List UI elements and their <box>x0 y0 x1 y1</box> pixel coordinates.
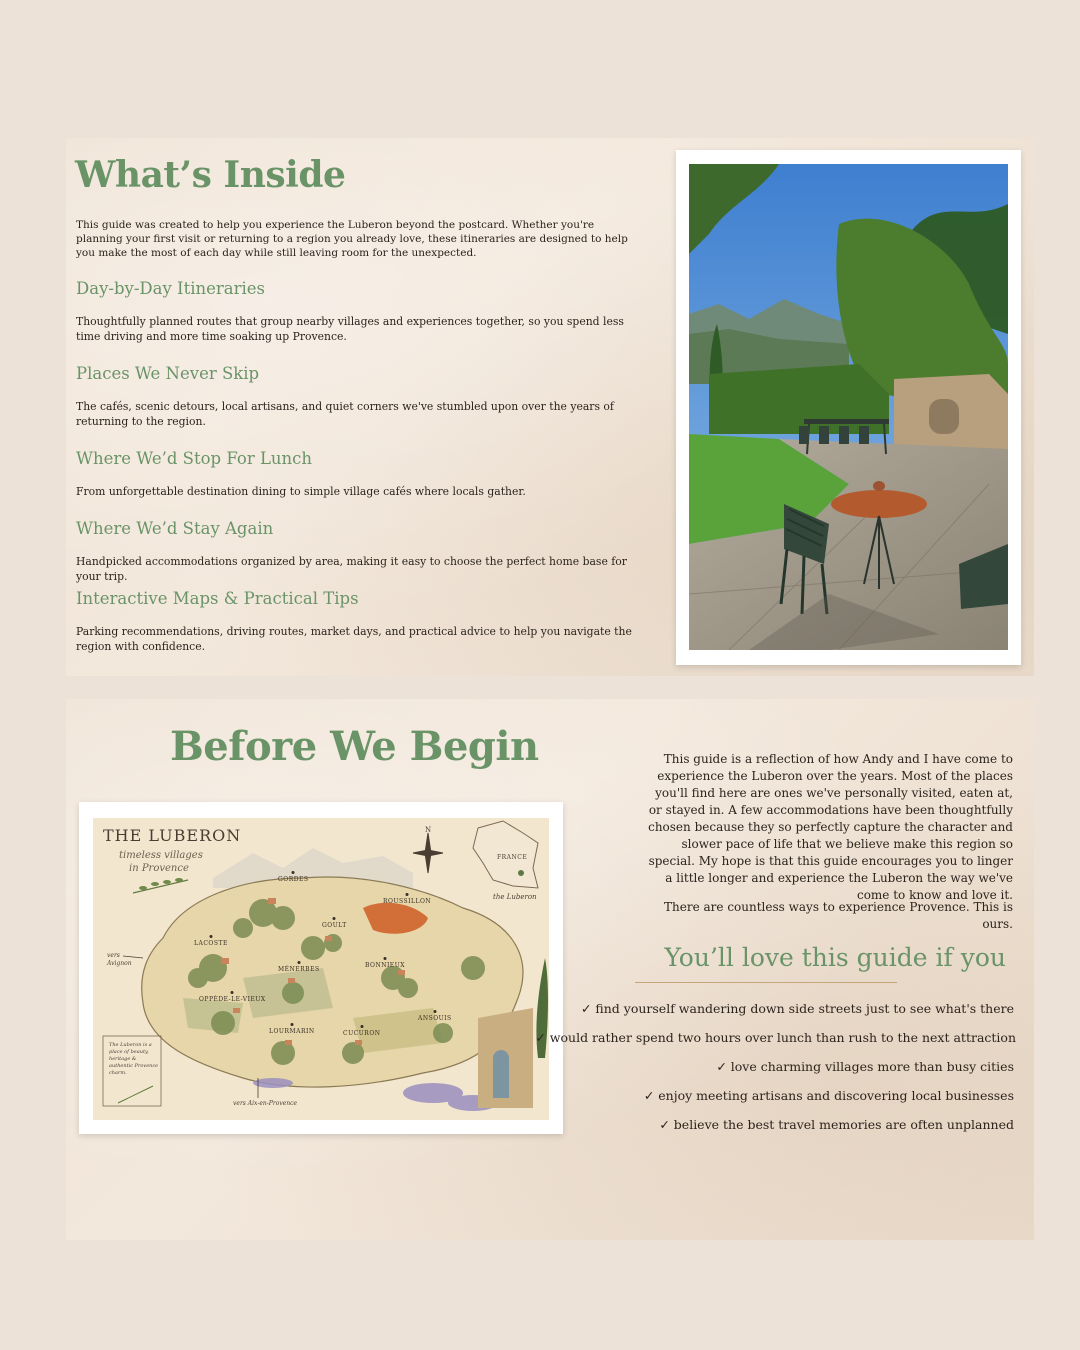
whats-inside-intro: This guide was created to help you experience the Luberon beyond the postcard. Whether you're planning your first visit or returning to a region you already love, these itineraries are designed to help you make the most of each day while still leaving room for the unexpected. <box>76 219 628 259</box>
section-heading-lunch: Where We’d Stop For Lunch <box>76 449 313 468</box>
map-subtitle-line2: in Provence <box>129 863 189 874</box>
section-heading-itineraries: Day-by-Day Itineraries <box>76 279 265 298</box>
town-label: LOURMARIN <box>269 1028 315 1035</box>
avignon-direction-label: vers Avignon <box>107 952 132 967</box>
luberon-map-frame <box>79 802 563 1134</box>
closing-line: There are countless ways to experience Provence. This is ours. <box>664 900 1013 931</box>
section-text-maps: Parking recommendations, driving routes, market days, and practical advice to help you navigate the region with confidence. <box>76 625 632 653</box>
town-label: GORDES <box>278 876 309 883</box>
town-label: CUCURON <box>343 1030 381 1037</box>
town-label: MÉNERBES <box>278 966 320 973</box>
checklist-item: ✓ find yourself wandering down side streets just to see what's there <box>580 1001 1014 1016</box>
love-guide-heading: You’ll love this guide if you <box>664 943 1006 972</box>
checklist-item: ✓ enjoy meeting artisans and discovering local businesses <box>643 1088 1014 1103</box>
garden-terrace-photo <box>689 164 1008 650</box>
section-text-stay: Handpicked accommodations organized by area, making it easy to choose the perfect home base for your trip. <box>76 555 627 583</box>
checklist-item: ✓ believe the best travel memories are often unplanned <box>659 1117 1014 1132</box>
checklist-item: ✓ love charming villages more than busy cities <box>716 1059 1014 1074</box>
section-heading-stay: Where We’d Stay Again <box>76 519 274 538</box>
town-label: ROUSSILLON <box>383 898 432 905</box>
town-label: ANSOUIS <box>418 1015 452 1022</box>
before-we-begin-panel <box>66 699 1034 1240</box>
intro-paragraph: This guide is a reflection of how Andy and I have come to experience the Luberon over the years. Most of the places you'll find here are ones we've personally visited, eaten at, or stayed in. A few accommodations have been thoughtfully chosen because they so perfectly capture the character and slower pace of life that we believe make this region so special. My hope is that this guide encourages you to linger a little longer and experience the Luberon the way we've come to know and love it. <box>648 752 1013 902</box>
map-subtitle-line1: timeless villages <box>119 850 203 861</box>
aix-direction-label: vers Aix-en-Provence <box>233 1100 298 1107</box>
section-text-places: The cafés, scenic detours, local artisans, and quiet corners we've stumbled upon over the years of returning to the region. <box>76 400 614 428</box>
section-text-itineraries: Thoughtfully planned routes that group nearby villages and experiences together, so you spend less time driving and more time soaking up Provence. <box>76 315 624 343</box>
town-label: BONNIEUX <box>365 962 406 969</box>
luberon-map <box>93 818 549 1120</box>
whats-inside-panel <box>66 138 1034 676</box>
section-heading-places: Places We Never Skip <box>76 364 260 383</box>
before-we-begin-title: Before We Begin <box>170 723 539 770</box>
whats-inside-title: What’s Inside <box>75 154 346 196</box>
heading-divider <box>635 982 897 983</box>
section-heading-maps: Interactive Maps & Practical Tips <box>76 589 359 608</box>
garden-photo-frame <box>676 150 1021 665</box>
town-label: GOULT <box>322 922 347 929</box>
town-label: LACOSTE <box>194 940 228 947</box>
france-label: FRANCE <box>497 854 528 861</box>
compass-north-label: N <box>425 826 432 834</box>
section-text-lunch: From unforgettable destination dining to simple village cafés where locals gather. <box>76 485 526 498</box>
checklist-item: ✓ would rather spend two hours over lunch than rush to the next attraction <box>535 1030 1016 1045</box>
luberon-inset-label: the Luberon <box>493 893 537 901</box>
map-note: The Luberon is a place of beauty, heritage & authentic Provence charm. <box>109 1042 159 1076</box>
map-title: THE LUBERON <box>103 826 242 845</box>
town-label: OPPÈDE-LE-VIEUX <box>199 996 266 1003</box>
